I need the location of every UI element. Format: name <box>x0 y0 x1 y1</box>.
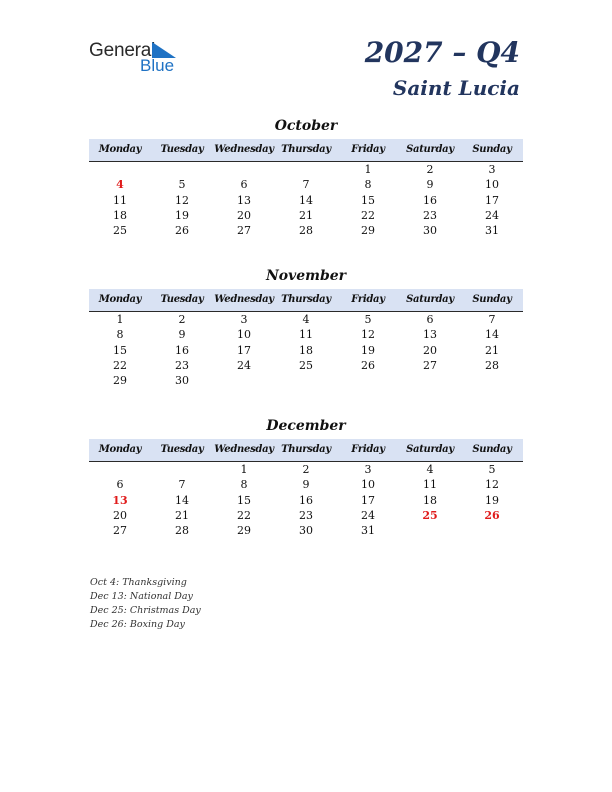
date-cell: 28 <box>299 224 313 238</box>
date-cell: 24 <box>237 358 251 372</box>
date-cell: 7 <box>488 313 496 326</box>
date-cell: 16 <box>423 193 437 207</box>
weekday-label: Sunday <box>472 444 512 455</box>
date-cell: 1 <box>364 163 372 176</box>
date-cell: 8 <box>116 328 124 342</box>
date-cell: 26 <box>361 358 375 372</box>
date-cell: 1 <box>116 313 124 326</box>
date-cell: 5 <box>178 178 186 192</box>
country-name: Saint Lucia <box>392 76 520 100</box>
date-cell: 8 <box>240 478 248 492</box>
weekday-label: Monday <box>98 294 142 305</box>
page-title: 2027 – Q4 <box>364 36 520 69</box>
date-cell <box>151 462 213 477</box>
weekday-label: Wednesday <box>214 294 274 305</box>
date-cell: 19 <box>175 208 189 222</box>
date-cell: 30 <box>423 224 437 238</box>
date-cell: 30 <box>299 524 313 538</box>
date-cell <box>213 373 275 388</box>
date-cell: 20 <box>423 343 437 357</box>
date-cell: 24 <box>485 208 499 222</box>
date-cell: 28 <box>175 524 189 538</box>
date-cell: 11 <box>113 193 127 207</box>
weekday-header-row <box>89 289 523 312</box>
weekday-label: Thursday <box>281 444 331 455</box>
date-cell: 6 <box>240 178 248 192</box>
date-cell: 22 <box>237 508 251 522</box>
week-row <box>89 162 523 177</box>
date-cell <box>275 373 337 388</box>
holiday-date-cell: 4 <box>116 178 124 192</box>
date-cell <box>275 162 337 177</box>
holiday-note: Dec 13: National Day <box>90 591 193 602</box>
date-cell: 20 <box>237 208 251 222</box>
weekday-label: Tuesday <box>160 144 204 155</box>
date-cell: 29 <box>113 374 127 388</box>
holiday-note: Dec 26: Boxing Day <box>90 619 185 630</box>
date-cell <box>399 523 461 538</box>
week-row <box>89 462 523 477</box>
date-cell: 2 <box>302 463 310 476</box>
date-cell: 4 <box>426 463 434 476</box>
date-cell: 29 <box>361 224 375 238</box>
holiday-notes <box>90 576 201 632</box>
date-cell: 5 <box>488 463 496 476</box>
weekday-label: Monday <box>98 444 142 455</box>
date-cell <box>337 373 399 388</box>
date-cell: 9 <box>178 328 186 342</box>
date-cell <box>213 162 275 177</box>
date-cell: 20 <box>113 508 127 522</box>
week-row <box>89 327 523 342</box>
date-cell: 21 <box>299 208 313 222</box>
month-title: December <box>266 418 346 434</box>
holiday-date-cell: 25 <box>422 508 438 522</box>
week-row <box>89 208 523 223</box>
date-cell <box>151 162 213 177</box>
date-cell: 26 <box>175 224 189 238</box>
weekday-label: Saturday <box>406 444 454 455</box>
weekday-label: Thursday <box>281 294 331 305</box>
month-october <box>89 116 523 238</box>
week-row <box>89 508 523 523</box>
date-cell: 25 <box>113 224 127 238</box>
date-cell: 21 <box>175 508 189 522</box>
weekday-label: Sunday <box>472 144 512 155</box>
date-cell: 12 <box>361 328 375 342</box>
weekday-label: Sunday <box>472 294 512 305</box>
date-cell: 23 <box>423 208 437 222</box>
month-december <box>89 416 523 538</box>
date-cell: 8 <box>364 178 372 192</box>
date-cell: 6 <box>426 313 434 326</box>
date-cell: 23 <box>299 508 313 522</box>
date-cell: 22 <box>361 208 375 222</box>
weekday-header-row <box>89 139 523 162</box>
date-cell: 17 <box>237 343 251 357</box>
date-cell: 24 <box>361 508 375 522</box>
week-row <box>89 358 523 373</box>
date-cell: 4 <box>302 313 310 326</box>
weekday-label: Friday <box>351 294 385 305</box>
date-cell <box>89 462 151 477</box>
logo-text-blue: Blue <box>140 56 175 75</box>
week-row <box>89 373 523 388</box>
date-cell: 18 <box>299 343 313 357</box>
date-cell: 23 <box>175 358 189 372</box>
date-cell: 3 <box>240 313 248 326</box>
weekday-label: Monday <box>98 144 142 155</box>
date-cell: 14 <box>485 328 499 342</box>
date-cell: 9 <box>302 478 310 492</box>
weekday-label: Friday <box>351 144 385 155</box>
weekday-label: Tuesday <box>160 294 204 305</box>
logo-text-general: General <box>89 40 156 61</box>
date-cell <box>461 523 523 538</box>
holiday-date-cell: 26 <box>484 508 500 522</box>
date-cell: 6 <box>116 478 124 492</box>
date-cell: 21 <box>485 343 499 357</box>
date-cell: 19 <box>361 343 375 357</box>
weekday-label: Thursday <box>281 144 331 155</box>
date-cell: 15 <box>361 193 375 207</box>
date-cell: 28 <box>485 358 499 372</box>
date-cell: 27 <box>237 224 251 238</box>
weekday-header-row <box>89 439 523 462</box>
month-title: November <box>265 268 347 284</box>
date-cell: 16 <box>299 493 313 507</box>
date-cell: 10 <box>485 178 499 192</box>
date-cell: 1 <box>240 463 248 476</box>
date-cell <box>89 162 151 177</box>
holiday-note: Oct 4: Thanksgiving <box>90 577 187 588</box>
week-row <box>89 343 523 358</box>
date-cell: 13 <box>237 193 251 207</box>
date-cell <box>461 373 523 388</box>
date-cell: 18 <box>423 493 437 507</box>
week-row <box>89 177 523 192</box>
date-cell: 31 <box>361 524 375 538</box>
weekday-label: Wednesday <box>214 144 274 155</box>
date-cell: 27 <box>423 358 437 372</box>
date-cell: 16 <box>175 343 189 357</box>
date-cell: 2 <box>178 313 186 326</box>
date-cell: 27 <box>113 524 127 538</box>
date-cell: 13 <box>423 328 437 342</box>
week-row <box>89 223 523 238</box>
weekday-label: Tuesday <box>160 444 204 455</box>
week-row <box>89 312 523 327</box>
date-cell: 7 <box>302 178 310 192</box>
weekday-label: Wednesday <box>214 444 274 455</box>
week-row <box>89 493 523 508</box>
weekday-label: Saturday <box>406 144 454 155</box>
date-cell: 19 <box>485 493 499 507</box>
holiday-date-cell: 13 <box>112 493 128 507</box>
date-cell: 11 <box>423 478 437 492</box>
date-cell: 14 <box>299 193 313 207</box>
weekday-label: Saturday <box>406 294 454 305</box>
date-cell: 17 <box>485 193 499 207</box>
date-cell <box>399 373 461 388</box>
date-cell: 10 <box>237 328 251 342</box>
month-title: October <box>274 118 338 134</box>
week-row <box>89 523 523 538</box>
date-cell: 9 <box>426 178 434 192</box>
date-cell: 12 <box>485 478 499 492</box>
date-cell: 3 <box>488 163 496 176</box>
month-november <box>89 266 523 388</box>
date-cell: 3 <box>364 463 372 476</box>
date-cell: 22 <box>113 358 127 372</box>
weekday-label: Friday <box>351 444 385 455</box>
date-cell: 31 <box>485 224 499 238</box>
date-cell: 12 <box>175 193 189 207</box>
date-cell: 5 <box>364 313 372 326</box>
date-cell: 29 <box>237 524 251 538</box>
date-cell: 10 <box>361 478 375 492</box>
date-cell: 14 <box>175 493 189 507</box>
week-row <box>89 193 523 208</box>
date-cell: 25 <box>299 358 313 372</box>
date-cell: 15 <box>237 493 251 507</box>
date-cell: 15 <box>113 343 127 357</box>
date-cell: 18 <box>113 208 127 222</box>
week-row <box>89 477 523 492</box>
date-cell: 30 <box>175 374 189 388</box>
holiday-note: Dec 25: Christmas Day <box>90 605 201 616</box>
date-cell: 7 <box>178 478 186 492</box>
date-cell: 2 <box>426 163 434 176</box>
date-cell: 17 <box>361 493 375 507</box>
date-cell: 11 <box>299 328 313 342</box>
